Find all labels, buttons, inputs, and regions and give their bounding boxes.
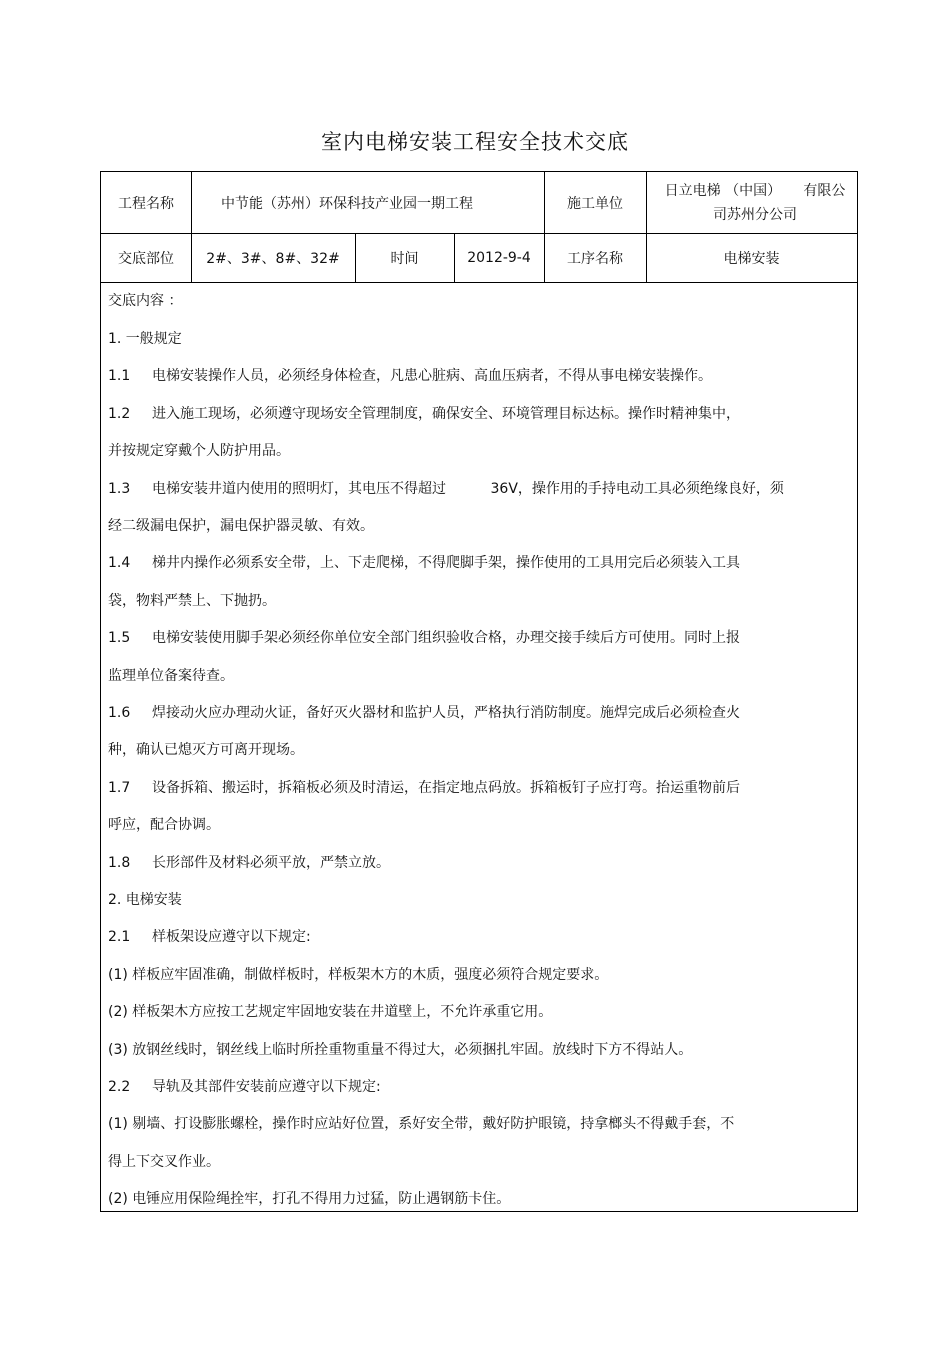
clause-text: 电梯安装井道内使用的照明灯，其电压不得超过 36V，操作用的手持电动工具必须绝缘良好，须: [152, 480, 784, 497]
content-line: 经二级漏电保护，漏电保护器灵敏、有效。: [108, 518, 374, 534]
clause-number: 1.3: [108, 480, 131, 497]
clause-number: 2.1: [108, 929, 131, 946]
clause-text: 长形部件及材料必须平放，严禁立放。: [152, 854, 390, 871]
content-line: [108, 852, 390, 872]
content-line: [108, 478, 784, 498]
clause-text: 设备拆箱、搬运时，拆箱板必须及时清运，在指定地点码放。拆箱板钉子应打弯。抬运重物前后: [152, 779, 740, 796]
content-line: 2. 电梯安装: [108, 892, 182, 908]
content-line: [108, 777, 740, 797]
content-line: 监理单位备案待查。: [108, 667, 234, 684]
document-title: 室内电梯安装工程安全技术交底: [321, 130, 629, 154]
content-heading: 交底内容 ：: [108, 293, 183, 309]
clause-number: 1.6: [108, 705, 131, 721]
location-label: 交底部位: [118, 250, 174, 267]
disclosure-table: [100, 171, 858, 1212]
process-label: 工序名称: [567, 250, 623, 267]
clause-text: 电梯安装操作人员，必须经身体检查，凡患心脏病、高血压病者，不得从事电梯安装操作。: [152, 368, 712, 385]
clause-text: 焊接动火应办理动火证，备好灭火器材和监护人员，严格执行消防制度。施焊完成后必须检查火: [152, 705, 740, 721]
clause-number: 1.5: [108, 630, 131, 647]
location-value: 2#、3#、8#、32#: [206, 250, 340, 267]
content-line: [108, 552, 740, 572]
contractor-value-line: 司苏州分公司: [713, 207, 797, 223]
clause-text: 样板架设应遵守以下规定:: [152, 929, 311, 946]
clause-number: 1.8: [108, 854, 131, 871]
clause-number: 1.7: [108, 779, 131, 796]
content-line: (2) 样板架木方应按工艺规定牢固地安装在井道壁上，不允许承重它用。: [108, 1004, 553, 1021]
clause-text: 导轨及其部件安装前应遵守以下规定:: [152, 1079, 381, 1095]
clause-text: 进入施工现场，必须遵守现场安全管理制度，确保安全、环境管理目标达标。操作时精神集中，: [152, 405, 740, 422]
clause-number: 1.1: [108, 368, 131, 385]
content-line: [108, 702, 740, 722]
content-line: 种，确认已熄灭方可离开现场。: [108, 742, 304, 759]
project-name-value: 中节能（苏州）环保科技产业园一期工程: [221, 195, 473, 212]
content-line: 并按规定穿戴个人防护用品。: [108, 443, 290, 460]
content-line: 得上下交叉作业。: [108, 1153, 220, 1170]
content-line: (1) 剔墙、打设膨胀螺栓，操作时应站好位置，系好安全带，戴好防护眼镜，持拿榔头不得戴手套，不: [108, 1116, 735, 1133]
content-line: [108, 926, 311, 946]
content-line: (3) 放钢丝线时，钢丝线上临时所拴重物重量不得过大，必须捆扎牢固。放线时下方不得站人。: [108, 1041, 693, 1058]
project-name-label: 工程名称: [118, 195, 174, 212]
clause-text: 梯井内操作必须系安全带，上、下走爬梯，不得爬脚手架，操作使用的工具用完后必须装入工具: [152, 555, 740, 572]
content-line: [108, 627, 740, 647]
content-line: 呼应，配合协调。: [108, 817, 220, 834]
content-line: [108, 1076, 381, 1096]
clause-text: 电梯安装使用脚手架必须经你单位安全部门组织验收合格，办理交接手续后方可使用。同时上报: [152, 630, 740, 647]
content-line: (1) 样板应牢固准确，制做样板时，样板架木方的木质，强度必须符合规定要求。: [108, 966, 609, 983]
contractor-value-line: 日立电梯 （中国） 有限公: [664, 183, 846, 199]
content-line: [108, 403, 740, 423]
content-line: [108, 365, 712, 385]
time-label: 时间: [390, 250, 419, 267]
time-value: 2012-9-4: [467, 249, 531, 266]
clause-number: 1.2: [108, 405, 131, 422]
clause-number: 1.4: [108, 555, 131, 572]
content-line: 1. 一般规定: [108, 331, 182, 347]
row-divider: [101, 282, 857, 283]
process-value: 电梯安装: [723, 250, 780, 267]
clause-number: 2.2: [108, 1079, 131, 1095]
content-line: 袋，物料严禁上、下抛扔。: [108, 592, 276, 609]
content-line: (2) 电锤应用保险绳拴牢，打孔不得用力过猛，防止遇钢筋卡住。: [108, 1191, 511, 1208]
contractor-value: [655, 178, 855, 228]
contractor-label: 施工单位: [567, 195, 623, 212]
